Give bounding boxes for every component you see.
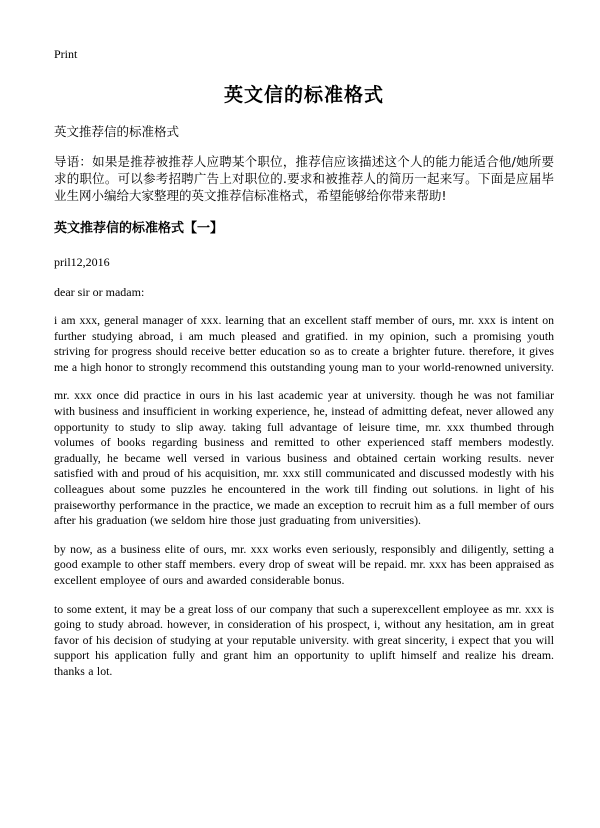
document-subtitle: 英文推荐信的标准格式 [54, 124, 180, 139]
section-heading: 英文推荐信的标准格式【一】 [54, 221, 224, 236]
letter-salutation: dear sir or madam: [54, 285, 145, 299]
document-page [54, 46, 554, 679]
print-label: Print [54, 47, 78, 61]
letter-paragraph-4: to some extent, it may be a great loss of our company that such a superexcellent employee as mr. xxx is going to study abroad. however, in consideration of his prospect, i, without any hesitation, am in great favor of his decision of studying at your reputable university. with great sincerity, i expect that you will support his application fully and grant him an opportunity to uplift himself and realize his dream. thanks a lot. [54, 601, 554, 678]
letter-paragraph-1: i am xxx, general manager of xxx. learning that an excellent staff member of ours, mr. xxx is intent on further studying abroad, i am much pleased and gratified. in my opinion, such a promising youth striving for progress should receive better education so as to create a brighter future. therefore, it gives me a high honor to strongly recommend this outstanding young man to your world-renowned university. [54, 313, 554, 374]
letter-paragraph-3: by now, as a business elite of ours, mr. xxx works even seriously, responsibly and diligently, setting a good example to other staff members. every drop of sweat will be repaid. mr. xxx has been appraised as excellent employee of ours and awarded considerable bonus. [54, 541, 554, 587]
letter-date: pril12,2016 [54, 255, 110, 269]
intro-paragraph: 导语：如果是推荐被推荐人应聘某个职位，推荐信应该描述这个人的能力能适合他/她所要求的职位。可以参考招聘广告上对职位的.要求和被推荐人的简历一起来写。下面是应届毕业生网小编给大家整理的英文推荐信标准格式，希望能够给你带来帮助! [54, 154, 554, 203]
page-title: 英文信的标准格式 [223, 84, 384, 106]
letter-paragraph-2: mr. xxx once did practice in ours in his last academic year at university. though he was not familiar with business and insufficient in working experience, he, instead of admitting defeat, never allowed any opportunity to study to slip away. taking full advantage of leisure time, mr. xxx thumbed through volumes of books regarding business and remitted to other experienced staff members modestly. gradually, he became well versed in various business and obtained certain working results. never satisfied with and proud of his acquisition, mr. xxx still communicated and discussed modestly with his colleagues about some puzzles he encountered in the work till finding out solutions. in light of his praiseworthy performance in the practice, we made an exception to recruit him as a full member of ours after his graduation (we seldom hire those just graduating from universities). [54, 388, 554, 528]
